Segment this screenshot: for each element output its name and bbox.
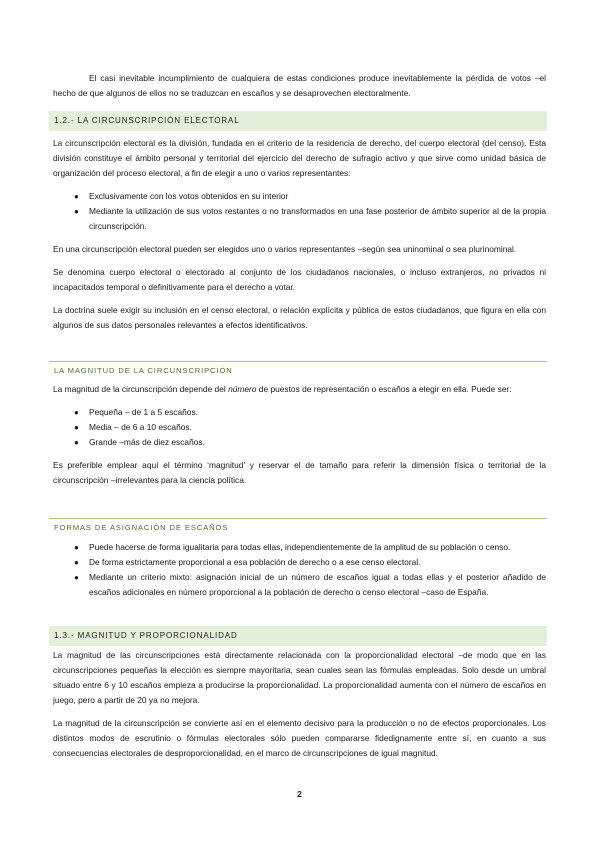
page-number: 2 <box>297 789 302 799</box>
bullet-icon: ● <box>74 438 79 447</box>
list-item: ● Puede hacerse de forma igualitaria para todas ellas, independientemente de la amplitud de su población o censo. <box>53 540 546 555</box>
bullet-list <box>53 189 546 234</box>
paragraph: La magnitud de las circunscripciones está directamente relacionada con la proporcionalidad electoral –de modo que en las circunscripciones pequeñas la elección es siempre mayoritaria, sean cuales sean las fórmulas empleadas. Solo desde un umbral situado entre 6 y 10 escaños empieza a producirse la proporcionalidad. La proporcionalidad aumenta con el número de escaños en juego, pero a partir de 20 ya no mejora. <box>53 650 546 705</box>
bullet-icon: ● <box>74 423 79 432</box>
bullet-icon: ● <box>74 408 79 417</box>
paragraph: Es preferible emplear aquí el término ‘magnitud’ y reservar el de tamaño para referir la dimensión física o territorial de la circunscripción –irrelevantes para la ciencia política. <box>53 460 546 485</box>
section-body-proporcionalidad <box>53 648 546 761</box>
list-item: ● Exclusivamente con los votos obtenidos en su interior <box>53 189 546 204</box>
paragraph: La magnitud de la circunscripción se convierte así en el elemento decisivo para la producción o no de efectos proporcionales. Los distintos modos de escrutinio o fórmulas electorales sólo pueden compararse fidedignamente entre sí, en cuanto a sus consecuencias electorales de desproporcionalidad, en el marco de circunscripciones de igual magnitud. <box>53 718 546 758</box>
section-body-circunscripcion <box>53 136 546 333</box>
list-item: ● De forma estrictamente proporcional a esa población de derecho o a ese censo electoral. <box>53 555 546 570</box>
list-item: ● Mediante la utilización de sus votos restantes o no transformados en una fase posterior de ámbito superior al de la propia circunscripción. <box>74 206 546 231</box>
paragraph: La circunscripción electoral es la división, fundada en el criterio de la residencia de derecho, del cuerpo electoral (del censo). Esta división constituye el ámbito personal y territorial del ejercicio del derecho de sufragio activo y que sirve como unidad básica de organización del proceso electoral, a fin de elegir a uno o varios representantes: <box>53 138 546 178</box>
bullet-icon: ● <box>74 192 79 201</box>
list-item: ● Grande –más de diez escaños. <box>53 435 546 450</box>
bullet-icon: ● <box>74 558 79 567</box>
list-item: ● Mediante un criterio mixto: asignación inicial de un número de escaños igual a todas ellas y el posterior añadido de escaños adicionales en número proporcional a la población de derecho o censo electoral –caso de España. <box>74 572 546 597</box>
paragraph: Se denomina cuerpo electoral o electorado al conjunto de los ciudadanos nacionales, o incluso extranjeros, no privados ni incapacitados temporal o definitivamente para el derecho a votar. <box>53 267 546 292</box>
list-item: ● Media – de 6 a 10 escaños. <box>53 420 546 435</box>
bullet-list <box>53 540 546 600</box>
section-heading-magnitud: LA MAGNITUD DE LA CIRCUNSCRIPCIÓN <box>54 366 233 375</box>
paragraph: En una circunscripción electoral pueden ser elegidos uno o varios representantes –según sea uninominal o sea plurinominal. <box>53 244 517 254</box>
section-heading-circunscripcion: 1.2.- LA CIRCUNSCRIPCIÓN ELECTORAL <box>49 111 547 131</box>
divider <box>49 518 547 519</box>
bullet-icon: ● <box>74 207 79 216</box>
bullet-list <box>53 405 546 450</box>
bullet-icon: ● <box>74 573 79 582</box>
list-item: ● Pequeña – de 1 a 5 escaños. <box>53 405 546 420</box>
section-heading-proporcionalidad: 1.3.- MAGNITUD Y PROPORCIONALIDAD <box>49 626 547 646</box>
intro-paragraph: El casi inevitable incumplimiento de cualquiera de estas condiciones produce inevitablemente la pérdida de votos –el hecho de que algunos de ellos no se traduzcan en escaños y se desaprovechen electoralmente. <box>53 73 546 98</box>
section-body-formas <box>53 540 546 600</box>
section-heading-formas: FORMAS DE ASIGNACIÓN DE ESCAÑOS <box>54 523 229 532</box>
divider <box>49 361 547 362</box>
paragraph: La magnitud de la circunscripción depende del número de puestos de representación o escaños a elegir en ella. Puede ser: <box>53 384 512 394</box>
paragraph: La doctrina suele exigir su inclusión en el censo electoral, o relación explícita y pública de estos ciudadanos, que figura en ella con algunos de sus datos personales relevantes a efectos identificativos. <box>53 305 546 330</box>
bullet-icon: ● <box>74 543 79 552</box>
section-body-magnitud <box>53 382 546 488</box>
